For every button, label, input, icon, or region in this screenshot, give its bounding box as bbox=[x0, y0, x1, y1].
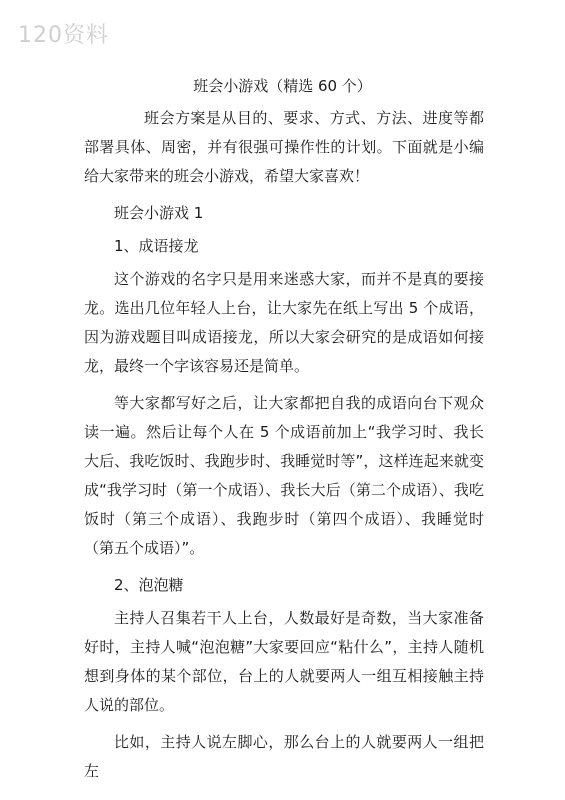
game2-paragraph-2: 比如，主持人说左脚心，那么台上的人就要两人一组把左 bbox=[84, 733, 484, 780]
document-title: 班会小游戏（精选 60 个） bbox=[193, 77, 372, 95]
section-heading: 班会小游戏 1 bbox=[114, 204, 204, 222]
game2-heading: 2、泡泡糖 bbox=[114, 576, 184, 594]
intro-paragraph: 班会方案是从目的、要求、方式、方法、进度等都部署具体、周密，并有很强可操作性的计划。下面就是小编给大家带来的班会小游戏，希望大家喜欢！ bbox=[84, 109, 484, 185]
game2-paragraph-1: 主持人召集若干人上台，人数最好是奇数，当大家准备好时，主持人喊“泡泡糖”大家要回应“粘什么”，主持人随机想到身体的某个部位，台上的人就要两人一组互相接触主持人说的部位。 bbox=[84, 609, 484, 714]
game1-paragraph-1: 这个游戏的名字只是用来迷惑大家，而并不是真的要接龙。选出几位年轻人上台，让大家先在纸上写出 5 个成语，因为游戏题目叫成语接龙，所以大家会研究的是成语如何接龙，最终一个字该容易还是简单。 bbox=[84, 270, 484, 375]
game1-heading: 1、成语接龙 bbox=[114, 237, 199, 255]
document-body bbox=[84, 104, 484, 794]
game1-paragraph-2: 等大家都写好之后，让大家都把自我的成语向台下观众读一遍。然后让每个人在 5 个成语前加上“我学习时、我长大后、我吃饭时、我跑步时、我睡觉时等”，这样连起来就变成“我学习时（第一个成语）、我长大后（第二个成语）、我吃饭时（第三个成语）、我跑步时（第四个成语）、我睡觉时（第五个成语）”。 bbox=[84, 394, 484, 557]
watermark: 120资料 bbox=[18, 23, 109, 48]
